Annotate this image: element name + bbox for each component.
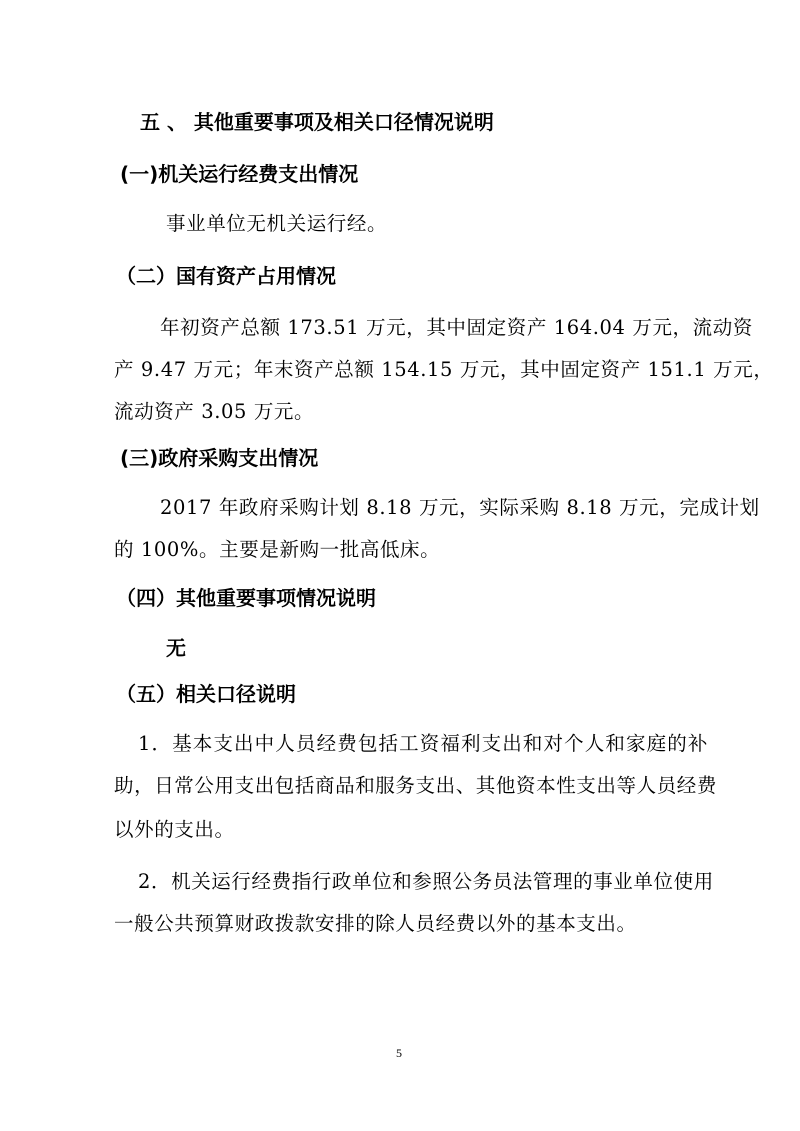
paragraph-2-line-2: 产 9.47 万元；年末资产总额 154.15 万元，其中固定资产 151.1 万元， xyxy=(114,358,774,381)
page-number: 5 xyxy=(396,1046,402,1060)
paragraph-5-item-2-line-2: 一般公共预算财政拨款安排的除人员经费以外的基本支出。 xyxy=(114,912,637,935)
subsection-heading-1: (一)机关运行经费支出情况 xyxy=(120,162,359,186)
subsection-heading-4: （四）其他重要事项情况说明 xyxy=(116,586,376,610)
paragraph-4: 无 xyxy=(166,636,186,660)
section-title: 五 、 其他重要事项及相关口径情况说明 xyxy=(140,110,494,134)
subsection-heading-5: （五）相关口径说明 xyxy=(116,682,296,706)
paragraph-5-item-1-line-1: 1．基本支出中人员经费包括工资福利支出和对个人和家庭的补 xyxy=(138,732,708,755)
paragraph-5-item-2-line-1: 2．机关运行经费指行政单位和参照公务员法管理的事业单位使用 xyxy=(138,870,714,893)
paragraph-1: 事业单位无机关运行经。 xyxy=(166,212,388,235)
subsection-heading-2: （二）国有资产占用情况 xyxy=(116,264,336,288)
paragraph-5-item-1-line-3: 以外的支出。 xyxy=(114,818,235,841)
paragraph-5-item-1-line-2: 助，日常公用支出包括商品和服务支出、其他资本性支出等人员经费 xyxy=(114,774,718,797)
paragraph-3-line-1: 2017 年政府采购计划 8.18 万元，实际采购 8.18 万元，完成计划 xyxy=(160,496,760,519)
subsection-heading-3: (三)政府采购支出情况 xyxy=(120,446,319,470)
paragraph-2-line-1: 年初资产总额 173.51 万元，其中固定资产 164.04 万元，流动资 xyxy=(160,316,753,339)
paragraph-2-line-3: 流动资产 3.05 万元。 xyxy=(114,400,315,423)
paragraph-3-line-2: 的 100%。主要是新购一批高低床。 xyxy=(114,538,441,561)
